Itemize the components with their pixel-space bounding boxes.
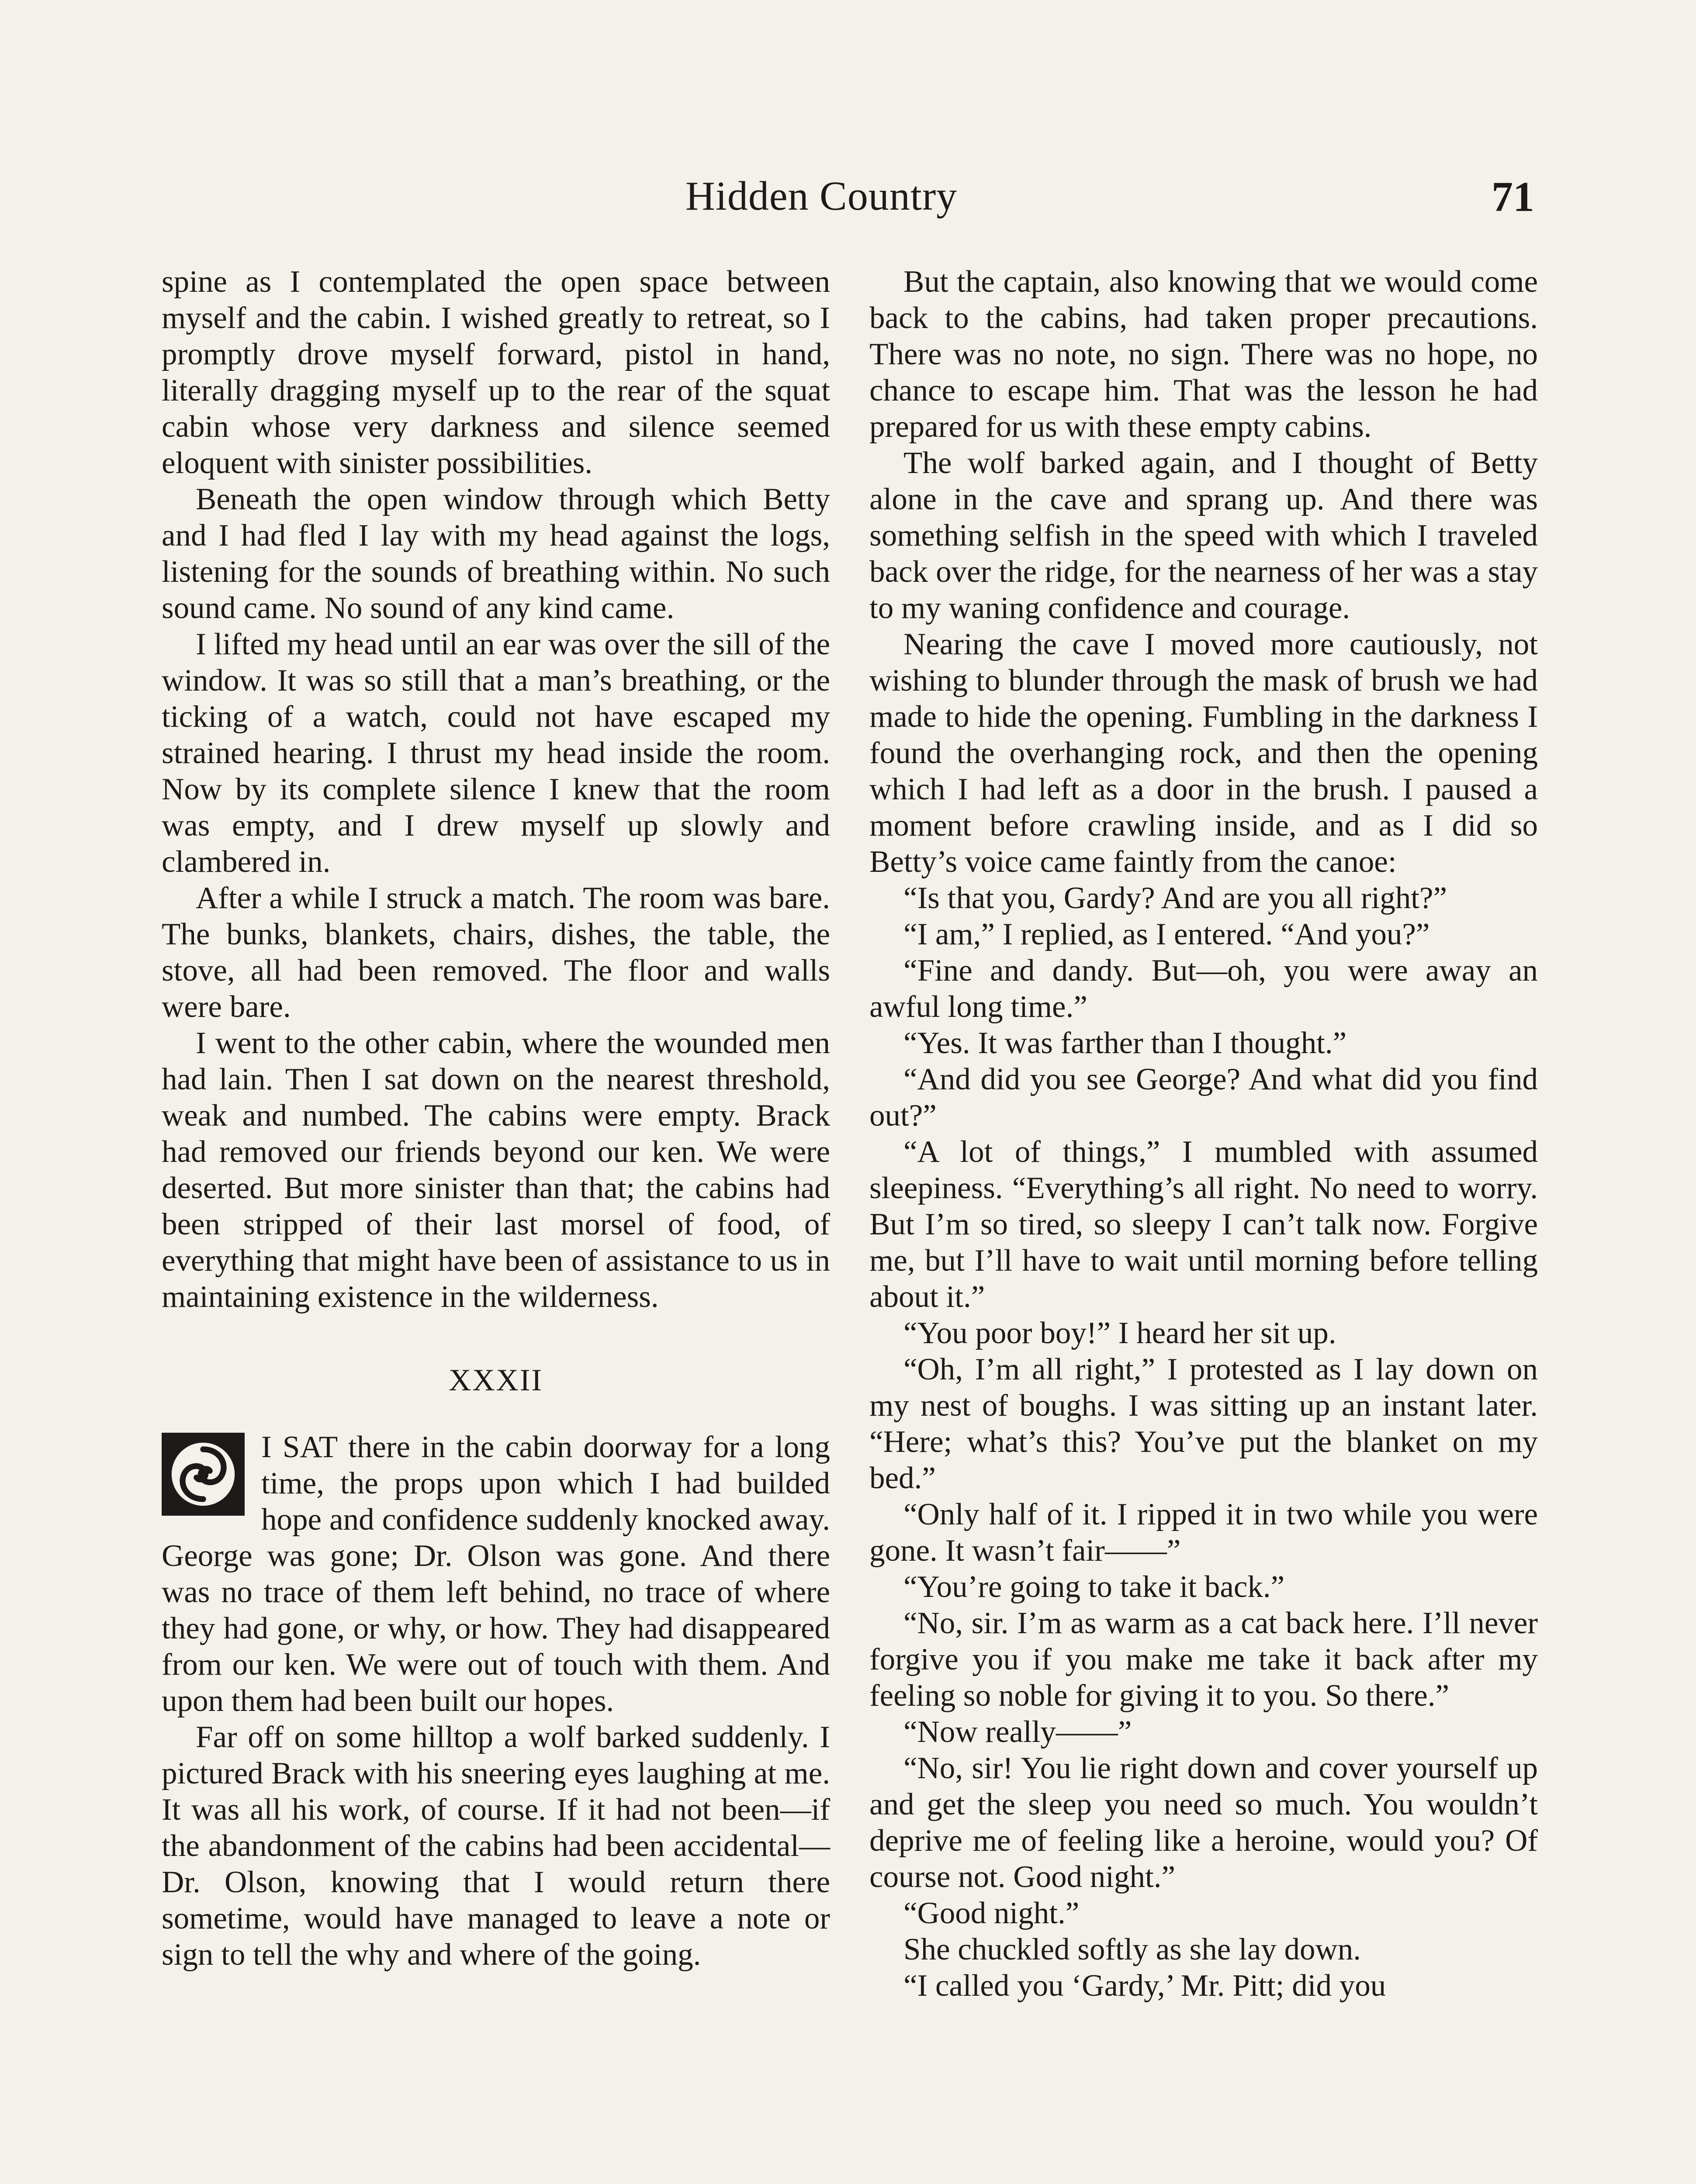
paragraph: But the captain, also knowing that we would come back to the cabins, had taken proper precautions. There was no note, no sign. There was no hope, no chance to escape him. That was the lesson he had prepared for us with these empty cabins. [869, 265, 1538, 444]
dialogue-line: “No, sir! You lie right down and cover yourself up and get the sleep you need so much. You wouldn’t deprive me of feeling like a heroine, would you? Of course not. Good night.” [869, 1751, 1538, 1894]
dialogue-line: “You’re going to take it back.” [903, 1570, 1285, 1604]
chapter-heading: XXXII [448, 1363, 543, 1397]
paragraph: Beneath the open window through which Betty and I had fled I lay with my head against the logs, listening for the sounds of breathing within. No such sound came. No sound of any kind came. [162, 482, 830, 625]
paragraph: I went to the other cabin, where the wounded men had lain. Then I sat down on the nearest threshold, weak and numbed. The cabins were empty. Brack had removed our friends beyond our ken. We were deserted. But more sinister than that; the cabins had been stripped of their last morsel of food, of everything that might have been of assistance to us in maintaining existence in the wilderness. [162, 1026, 830, 1314]
dialogue-line: “A lot of things,” I mumbled with assumed sleepiness. “Everything’s all right. No need to worry. But I’m so tired, so sleepy I can’t talk now. Forgive me, but I’ll have to wait until morning before telling about it.” [869, 1135, 1538, 1314]
dialogue-line: “Good night.” [903, 1896, 1080, 1930]
dialogue-line: “Is that you, Gardy? And are you all right?” [903, 881, 1447, 915]
paragraph: After a while I struck a match. The room was bare. The bunks, blankets, chairs, dishes, the table, the stove, all had been removed. The floor and walls were bare. [162, 881, 830, 1024]
dialogue-line: “Only half of it. I ripped it in two while you were gone. It wasn’t fair——” [869, 1497, 1538, 1568]
dialogue-line: “You poor boy!” I heard her sit up. [903, 1316, 1336, 1350]
paragraph: She chuckled softly as she lay down. [903, 1932, 1361, 1966]
dialogue-line: “Now really——” [903, 1715, 1132, 1749]
dialogue-line: “Yes. It was farther than I thought.” [903, 1026, 1347, 1060]
paragraph: spine as I contemplated the open space between myself and the cabin. I wished greatly to retreat, so I promptly drove myself forward, pistol in hand, literally dragging myself up to the rear of the squat cabin whose very darkness and silence seemed eloquent with sinister possibilities. [162, 265, 830, 480]
swirl-ornament-icon [162, 1433, 245, 1516]
paragraph: Far off on some hilltop a wolf barked suddenly. I pictured Brack with his sneering eyes laughing at me. It was all his work, of course. If it had not been—if the abandonment of the cabins had been accidental—Dr. Olson, knowing that I would return there sometime, would have managed to leave a note or sign to tell the why and where of the going. [162, 1720, 830, 1972]
dialogue-line: “I called you ‘Gardy,’ Mr. Pitt; did you [903, 1969, 1386, 2003]
running-title: Hidden Country [685, 173, 958, 219]
paragraph: I lifted my head until an ear was over the sill of the window. It was so still that a man’s breathing, or the ticking of a watch, could not have escaped my strained hearing. I thrust my head inside the room. Now by its complete silence I knew that the room was empty, and I drew myself up slowly and clambered in. [162, 627, 830, 879]
right-column [869, 264, 1538, 2004]
dialogue-line: “And did you see George? And what did you find out?” [869, 1062, 1538, 1133]
chapter-opening-text: I SAT there in the cabin doorway for a long time, the props upon which I had builded hope and confidence suddenly knocked away. George was gone; Dr. Olson was gone. And there was no trace of them left behind, no trace of where they had gone, or why, or how. They had disappeared from our ken. We were out of touch with them. And upon them had been built our hopes. [162, 1430, 830, 1718]
page-number: 71 [1492, 173, 1534, 221]
dialogue-line: “Fine and dandy. But—oh, you were away an awful long time.” [869, 954, 1538, 1024]
left-column [162, 264, 830, 1973]
dialogue-line: “Oh, I’m all right,” I protested as I lay down on my nest of boughs. I was sitting up an instant later. “Here; what’s this? You’ve put the blanket on my bed.” [869, 1352, 1538, 1495]
paragraph: Nearing the cave I moved more cautiously, not wishing to blunder through the mask of brush we had made to hide the opening. Fumbling in the darkness I found the overhanging rock, and then the opening which I had left as a door in the brush. I paused a moment before crawling inside, and as I did so Betty’s voice came faintly from the canoe: [869, 627, 1538, 879]
chapter-opening-paragraph [162, 1429, 830, 1719]
dialogue-line: “I am,” I replied, as I entered. “And you?” [903, 917, 1430, 951]
paragraph: The wolf barked again, and I thought of Betty alone in the cave and sprang up. And there was something selfish in the speed with which I traveled back over the ridge, for the nearness of her was a stay to my waning confidence and courage. [869, 446, 1538, 625]
dialogue-line: “No, sir. I’m as warm as a cat back here. I’ll never forgive you if you make me take it back after my feeling so noble for giving it to you. So there.” [869, 1606, 1538, 1713]
